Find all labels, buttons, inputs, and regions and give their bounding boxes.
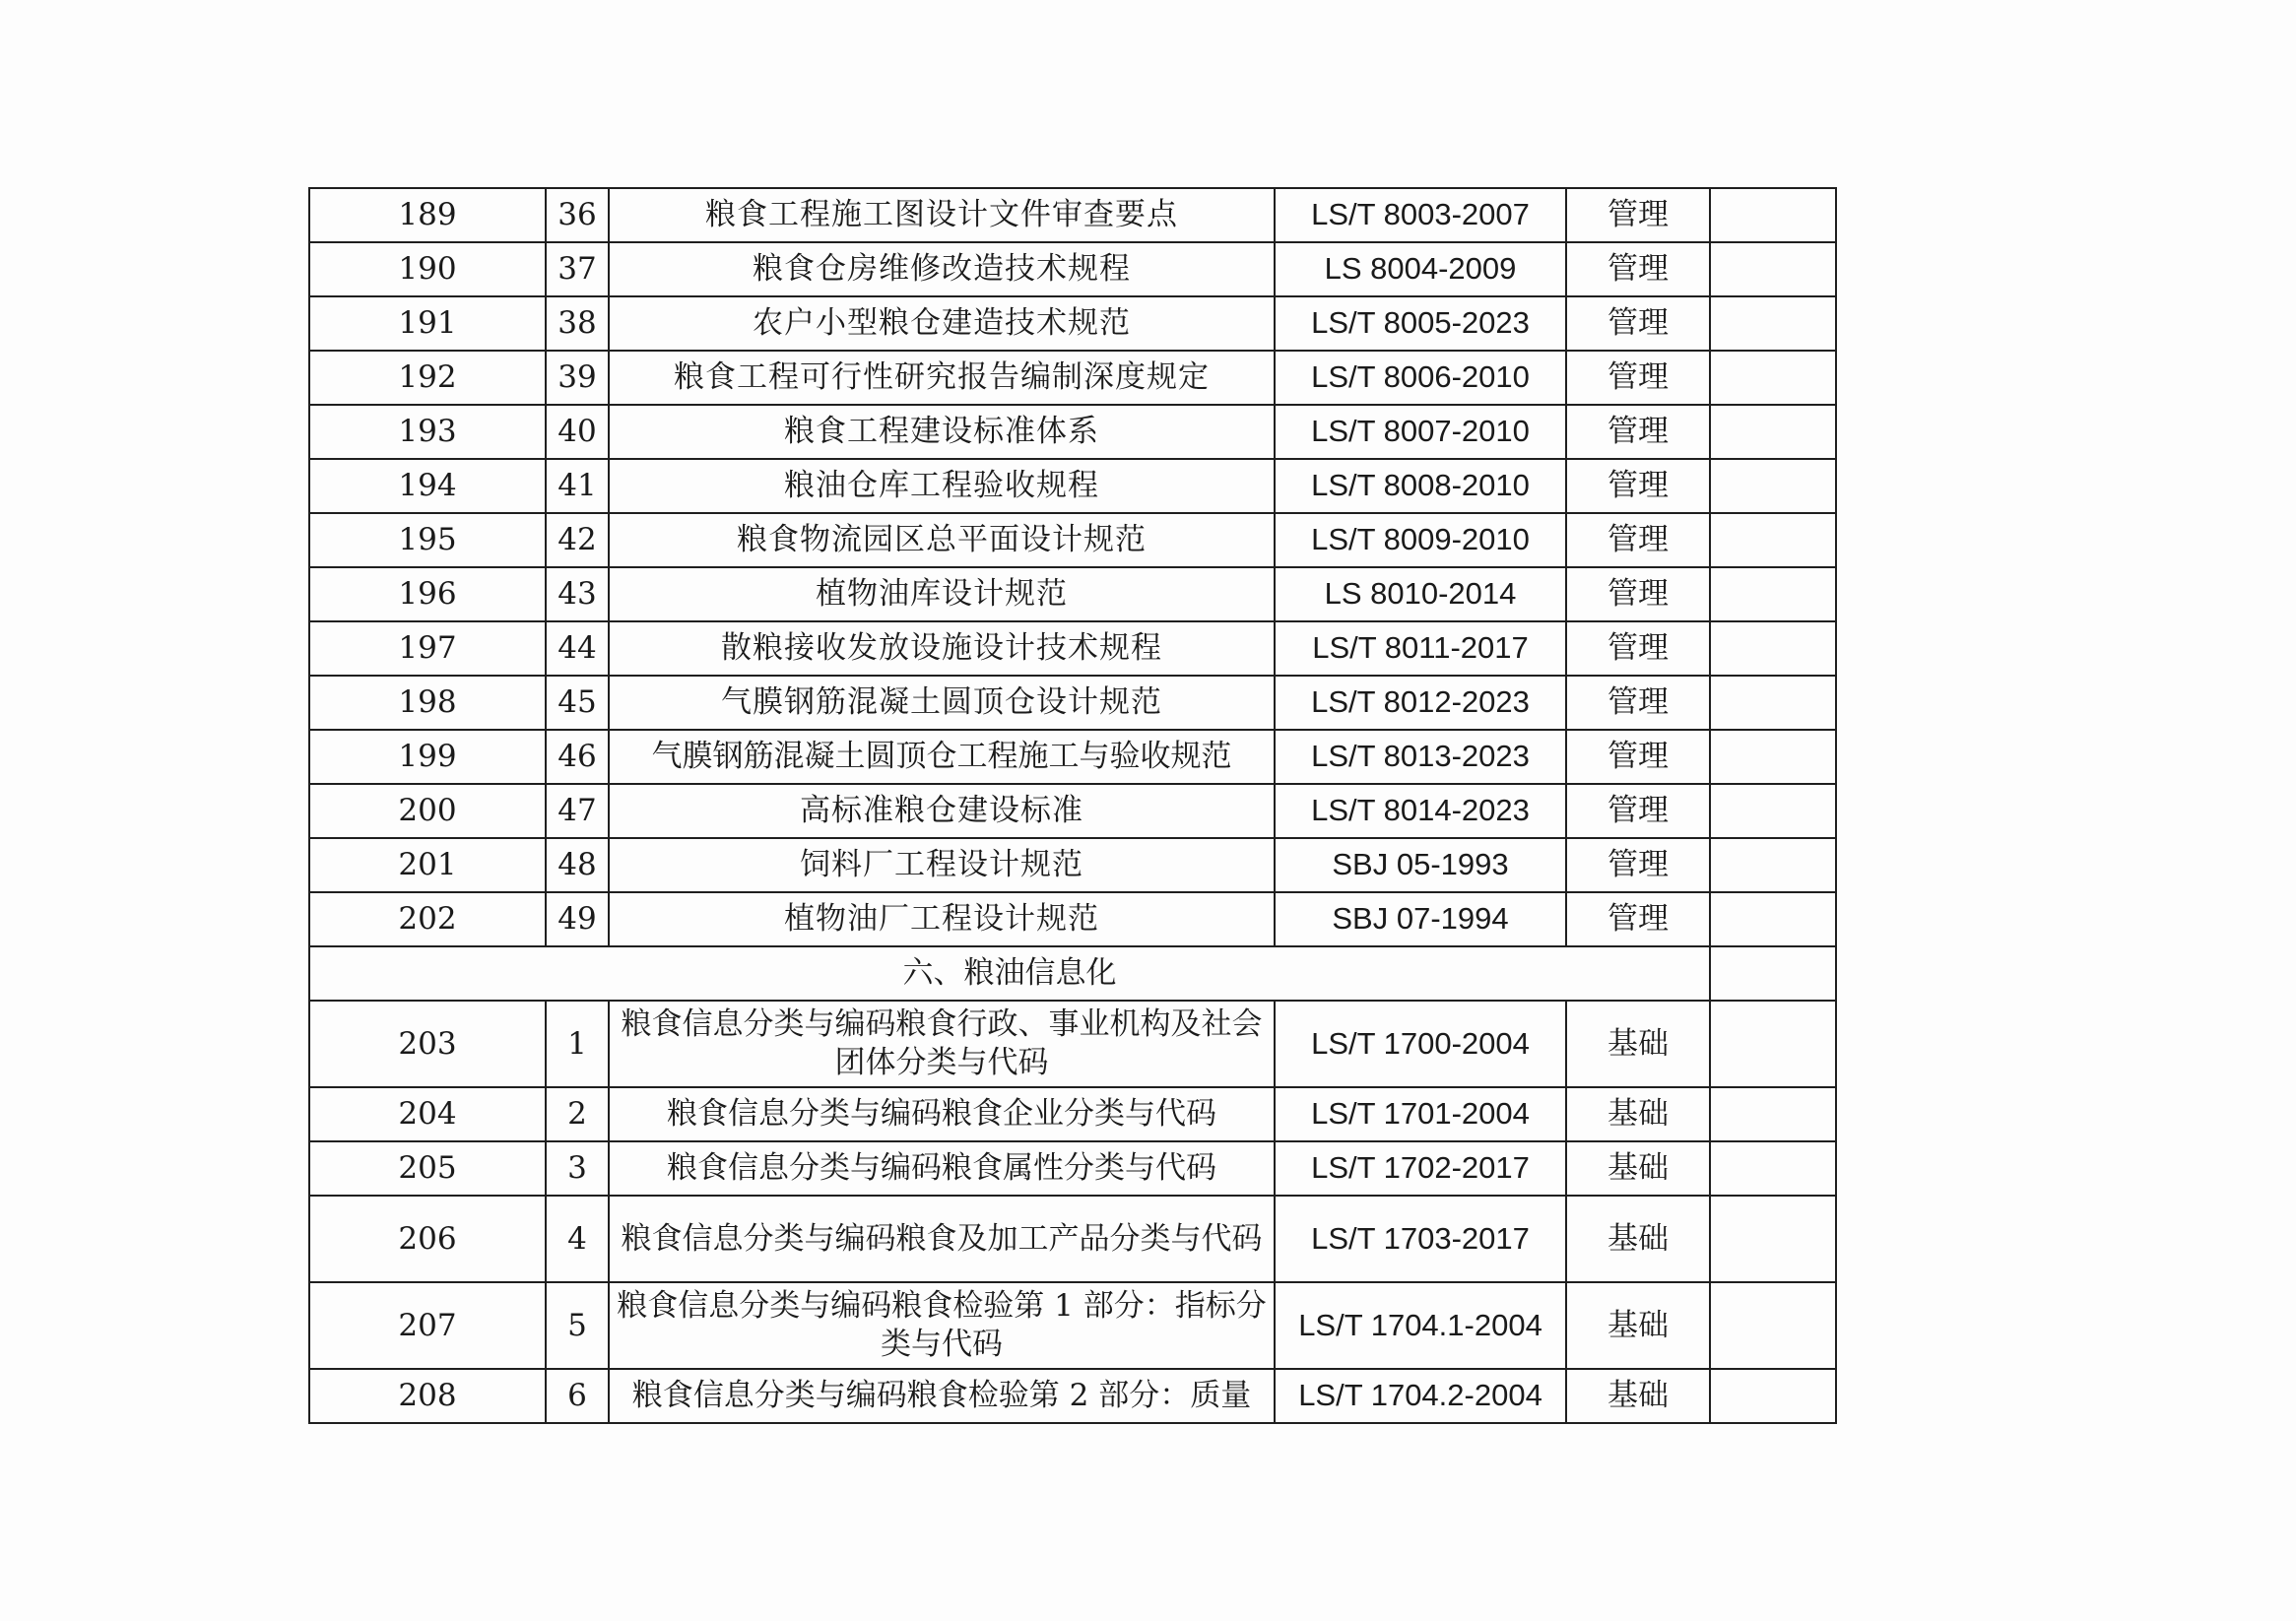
standard-name: 粮食仓房维修改造技术规程 bbox=[609, 242, 1275, 296]
standard-code: SBJ 07-1994 bbox=[1275, 892, 1566, 946]
standard-code: LS/T 1701-2004 bbox=[1275, 1087, 1566, 1141]
standard-name: 粮食信息分类与编码粮食属性分类与代码 bbox=[609, 1141, 1275, 1196]
standard-code: LS/T 8013-2023 bbox=[1275, 730, 1566, 784]
item-index: 2 bbox=[546, 1087, 609, 1141]
serial-number: 189 bbox=[309, 188, 546, 242]
note-cell bbox=[1710, 730, 1836, 784]
item-index: 5 bbox=[546, 1282, 609, 1369]
standard-name: 散粮接收发放设施设计技术规程 bbox=[609, 621, 1275, 676]
table-row bbox=[309, 784, 1836, 838]
standard-category: 管理 bbox=[1566, 730, 1710, 784]
note-cell bbox=[1710, 1282, 1836, 1369]
standard-name: 粮食工程施工图设计文件审查要点 bbox=[609, 188, 1275, 242]
serial-number: 199 bbox=[309, 730, 546, 784]
note-cell bbox=[1710, 784, 1836, 838]
item-index: 48 bbox=[546, 838, 609, 892]
item-index: 47 bbox=[546, 784, 609, 838]
serial-number: 194 bbox=[309, 459, 546, 513]
table-row bbox=[309, 1369, 1836, 1423]
table-row bbox=[309, 242, 1836, 296]
standard-category: 管理 bbox=[1566, 676, 1710, 730]
standard-name: 植物油厂工程设计规范 bbox=[609, 892, 1275, 946]
note-cell bbox=[1710, 405, 1836, 459]
item-index: 38 bbox=[546, 296, 609, 351]
item-index: 1 bbox=[546, 1001, 609, 1087]
table-row bbox=[309, 838, 1836, 892]
note-cell bbox=[1710, 621, 1836, 676]
standard-category: 管理 bbox=[1566, 838, 1710, 892]
item-index: 49 bbox=[546, 892, 609, 946]
standards-table bbox=[308, 187, 1837, 1424]
standard-category: 管理 bbox=[1566, 296, 1710, 351]
standard-code: LS/T 8009-2010 bbox=[1275, 513, 1566, 567]
serial-number: 205 bbox=[309, 1141, 546, 1196]
standard-code: LS/T 8003-2007 bbox=[1275, 188, 1566, 242]
item-index: 44 bbox=[546, 621, 609, 676]
note-cell bbox=[1710, 567, 1836, 621]
standard-name: 粮食工程可行性研究报告编制深度规定 bbox=[609, 351, 1275, 405]
standard-category: 管理 bbox=[1566, 405, 1710, 459]
note-cell bbox=[1710, 242, 1836, 296]
serial-number: 207 bbox=[309, 1282, 546, 1369]
note-cell bbox=[1710, 1087, 1836, 1141]
table-row bbox=[309, 1087, 1836, 1141]
item-index: 37 bbox=[546, 242, 609, 296]
standard-name: 粮食信息分类与编码粮食及加工产品分类与代码 bbox=[609, 1196, 1275, 1282]
table-row bbox=[309, 1001, 1836, 1087]
section-title: 六、粮油信息化 bbox=[309, 946, 1710, 1001]
standard-code: LS/T 1704.2-2004 bbox=[1275, 1369, 1566, 1423]
note-cell bbox=[1710, 1369, 1836, 1423]
item-index: 41 bbox=[546, 459, 609, 513]
note-cell bbox=[1710, 676, 1836, 730]
note-cell bbox=[1710, 1001, 1836, 1087]
table-row bbox=[309, 1196, 1836, 1282]
standard-code: LS/T 1700-2004 bbox=[1275, 1001, 1566, 1087]
item-index: 4 bbox=[546, 1196, 609, 1282]
table-row bbox=[309, 405, 1836, 459]
serial-number: 198 bbox=[309, 676, 546, 730]
standard-category: 管理 bbox=[1566, 567, 1710, 621]
table-row bbox=[309, 188, 1836, 242]
item-index: 3 bbox=[546, 1141, 609, 1196]
serial-number: 191 bbox=[309, 296, 546, 351]
standard-code: LS/T 8011-2017 bbox=[1275, 621, 1566, 676]
standard-code: LS 8004-2009 bbox=[1275, 242, 1566, 296]
item-index: 43 bbox=[546, 567, 609, 621]
standard-category: 基础 bbox=[1566, 1001, 1710, 1087]
standard-name: 农户小型粮仓建造技术规范 bbox=[609, 296, 1275, 351]
note-cell bbox=[1710, 946, 1836, 1001]
serial-number: 204 bbox=[309, 1087, 546, 1141]
standard-code: LS 8010-2014 bbox=[1275, 567, 1566, 621]
standard-name: 气膜钢筋混凝土圆顶仓工程施工与验收规范 bbox=[609, 730, 1275, 784]
standard-code: LS/T 8014-2023 bbox=[1275, 784, 1566, 838]
standard-code: LS/T 8005-2023 bbox=[1275, 296, 1566, 351]
standard-name: 气膜钢筋混凝土圆顶仓设计规范 bbox=[609, 676, 1275, 730]
note-cell bbox=[1710, 351, 1836, 405]
standard-name: 粮食工程建设标准体系 bbox=[609, 405, 1275, 459]
item-index: 39 bbox=[546, 351, 609, 405]
note-cell bbox=[1710, 459, 1836, 513]
note-cell bbox=[1710, 296, 1836, 351]
standard-category: 管理 bbox=[1566, 459, 1710, 513]
standard-name: 粮食物流园区总平面设计规范 bbox=[609, 513, 1275, 567]
standard-code: LS/T 1703-2017 bbox=[1275, 1196, 1566, 1282]
serial-number: 201 bbox=[309, 838, 546, 892]
standard-category: 基础 bbox=[1566, 1196, 1710, 1282]
standard-category: 管理 bbox=[1566, 892, 1710, 946]
item-index: 42 bbox=[546, 513, 609, 567]
note-cell bbox=[1710, 838, 1836, 892]
standard-code: LS/T 8012-2023 bbox=[1275, 676, 1566, 730]
serial-number: 206 bbox=[309, 1196, 546, 1282]
standard-category: 基础 bbox=[1566, 1369, 1710, 1423]
serial-number: 200 bbox=[309, 784, 546, 838]
item-index: 36 bbox=[546, 188, 609, 242]
serial-number: 192 bbox=[309, 351, 546, 405]
standard-category: 基础 bbox=[1566, 1282, 1710, 1369]
standard-name: 粮食信息分类与编码粮食检验第 1 部分：指标分类与代码 bbox=[609, 1282, 1275, 1369]
table-row bbox=[309, 1282, 1836, 1369]
standard-name: 粮食信息分类与编码粮食检验第 2 部分：质量 bbox=[609, 1369, 1275, 1423]
table-row bbox=[309, 351, 1836, 405]
item-index: 6 bbox=[546, 1369, 609, 1423]
serial-number: 196 bbox=[309, 567, 546, 621]
table-row bbox=[309, 676, 1836, 730]
standard-code: SBJ 05-1993 bbox=[1275, 838, 1566, 892]
standard-code: LS/T 1704.1-2004 bbox=[1275, 1282, 1566, 1369]
note-cell bbox=[1710, 1196, 1836, 1282]
standard-code: LS/T 8007-2010 bbox=[1275, 405, 1566, 459]
serial-number: 195 bbox=[309, 513, 546, 567]
standard-category: 基础 bbox=[1566, 1087, 1710, 1141]
serial-number: 190 bbox=[309, 242, 546, 296]
serial-number: 208 bbox=[309, 1369, 546, 1423]
standard-name: 粮食信息分类与编码粮食行政、事业机构及社会团体分类与代码 bbox=[609, 1001, 1275, 1087]
standard-code: LS/T 1702-2017 bbox=[1275, 1141, 1566, 1196]
table-row bbox=[309, 513, 1836, 567]
item-index: 40 bbox=[546, 405, 609, 459]
serial-number: 197 bbox=[309, 621, 546, 676]
section-row bbox=[309, 946, 1836, 1001]
table-row bbox=[309, 1141, 1836, 1196]
standard-name: 高标准粮仓建设标准 bbox=[609, 784, 1275, 838]
table-row bbox=[309, 567, 1836, 621]
standard-category: 管理 bbox=[1566, 351, 1710, 405]
item-index: 46 bbox=[546, 730, 609, 784]
standard-category: 管理 bbox=[1566, 242, 1710, 296]
standard-category: 管理 bbox=[1566, 188, 1710, 242]
standard-category: 基础 bbox=[1566, 1141, 1710, 1196]
standard-code: LS/T 8008-2010 bbox=[1275, 459, 1566, 513]
serial-number: 193 bbox=[309, 405, 546, 459]
note-cell bbox=[1710, 513, 1836, 567]
standard-category: 管理 bbox=[1566, 621, 1710, 676]
table-row bbox=[309, 621, 1836, 676]
table-row bbox=[309, 459, 1836, 513]
standard-code: LS/T 8006-2010 bbox=[1275, 351, 1566, 405]
table-row bbox=[309, 296, 1836, 351]
note-cell bbox=[1710, 1141, 1836, 1196]
serial-number: 202 bbox=[309, 892, 546, 946]
standard-name: 饲料厂工程设计规范 bbox=[609, 838, 1275, 892]
serial-number: 203 bbox=[309, 1001, 546, 1087]
note-cell bbox=[1710, 892, 1836, 946]
standard-name: 粮油仓库工程验收规程 bbox=[609, 459, 1275, 513]
table-row bbox=[309, 892, 1836, 946]
table-row bbox=[309, 730, 1836, 784]
standard-category: 管理 bbox=[1566, 784, 1710, 838]
standard-name: 粮食信息分类与编码粮食企业分类与代码 bbox=[609, 1087, 1275, 1141]
standard-category: 管理 bbox=[1566, 513, 1710, 567]
standard-name: 植物油库设计规范 bbox=[609, 567, 1275, 621]
note-cell bbox=[1710, 188, 1836, 242]
item-index: 45 bbox=[546, 676, 609, 730]
